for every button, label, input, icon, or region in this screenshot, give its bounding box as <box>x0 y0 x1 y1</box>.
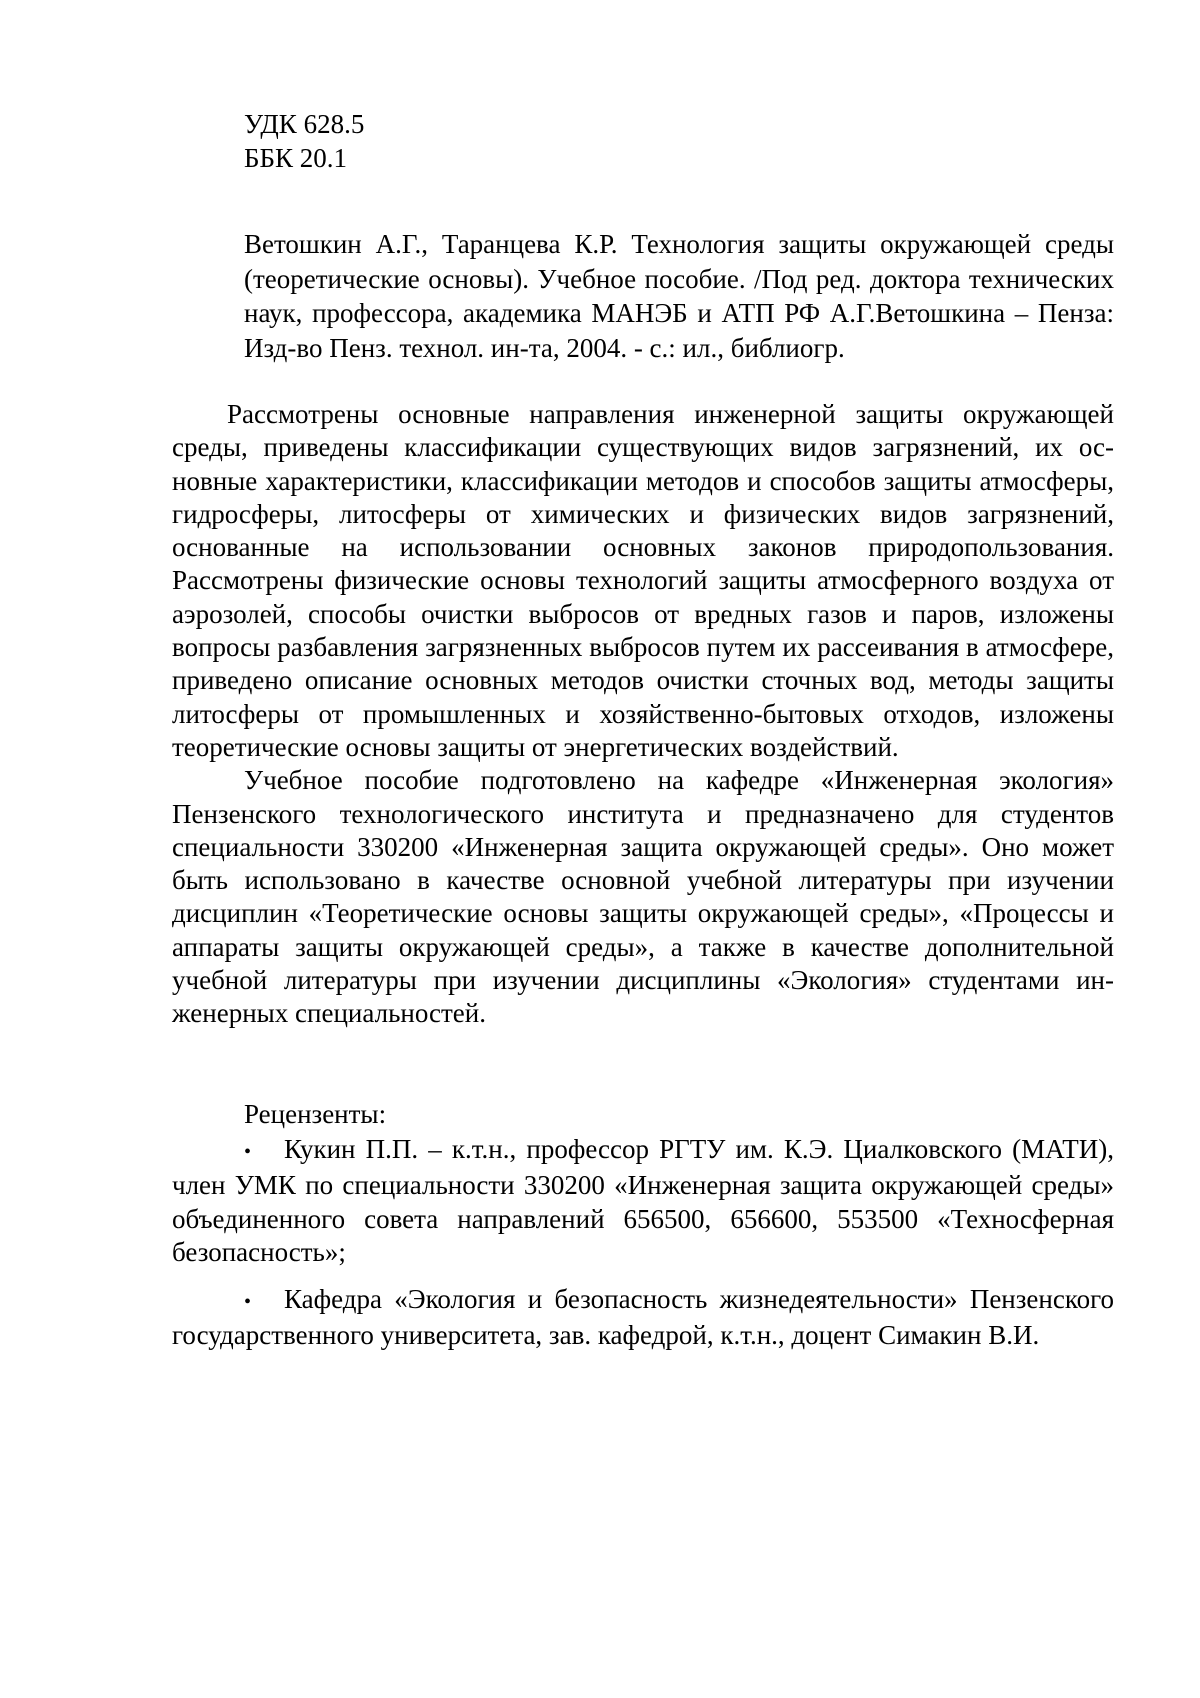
bullet-icon: • <box>244 1141 252 1163</box>
bbk-code: ББК 20.1 <box>244 143 348 173</box>
reviewer-text: Кукин П.П. – к.т.н., профессор РГТУ им. К.Э. Циалковского (МАТИ), член УМК по специальности 330200 «Инженерная защита окружающей среды» объединенного совета направлений 656500, 656600, 553500 «Техносферная безопасность»; <box>172 1134 1114 1267</box>
reviewer-text: Кафедра «Экология и безопасность жизнедеятельности» Пензенского государственного университета, зав. кафедрой, к.т.н., доцент Симакин В.И. <box>172 1284 1114 1351</box>
list-item <box>172 1283 1114 1353</box>
annotation <box>172 398 1114 1031</box>
list-item <box>172 1133 1114 1269</box>
annotation-paragraph: Учебное пособие подготовлено на кафедре «Инженерная экология» Пензенского технологического института и предназначено для студентов специальности 330200 «Инженерная защита окружающей среды». Оно может быть использовано в качестве основной учебной литературы при изучении дисциплин «Теоретические основы защиты окружающей среды», «Процессы и аппараты защиты окружающей среды», а также в качестве дополнительной учебной литературы при изучении дисциплины «Экология» студентами инженерных специальностей. <box>172 765 1114 1029</box>
bullet-icon: • <box>244 1291 252 1314</box>
annotation-paragraph: Рассмотрены основные направления инженерной защиты окружающей среды, приведены классификации существующих видов загрязнений, их основные характеристики, классификации методов и способов защиты атмосферы, гидросферы, литосферы от химических и физических видов загрязнений, основанные на использовании основных законов природопользования. Рассмотрены физические основы технологий защиты атмосферного воздуха от аэрозолей, способы очистки выбросов от вредных газов и паров, изложены вопросы разбавления загрязненных выбросов путем их рассеивания в атмосфере, приведено описание основных методов очистки сточных вод, методы защиты литосферы от промышленных и хозяйственно-бытовых отходов, изложены теоретические основы защиты от энергетических воздействий. <box>172 399 1114 762</box>
reviewers-list <box>172 1133 1114 1367</box>
udk-code: УДК 628.5 <box>244 109 365 139</box>
bibliographic-citation: Ветошкин А.Г., Таранцева К.Р. Технология защиты окружающей среды (теоретические основы). Учебное пособие. /Под ред. доктора технических наук, профессора, академика МАНЭБ и АТП РФ А.Г.Ветошкина – Пенза: Изд-во Пенз. технол. ин-та, 2004. - с.: ил., библиогр. <box>244 229 1114 363</box>
reviewers-heading: Рецензенты: <box>244 1099 387 1129</box>
